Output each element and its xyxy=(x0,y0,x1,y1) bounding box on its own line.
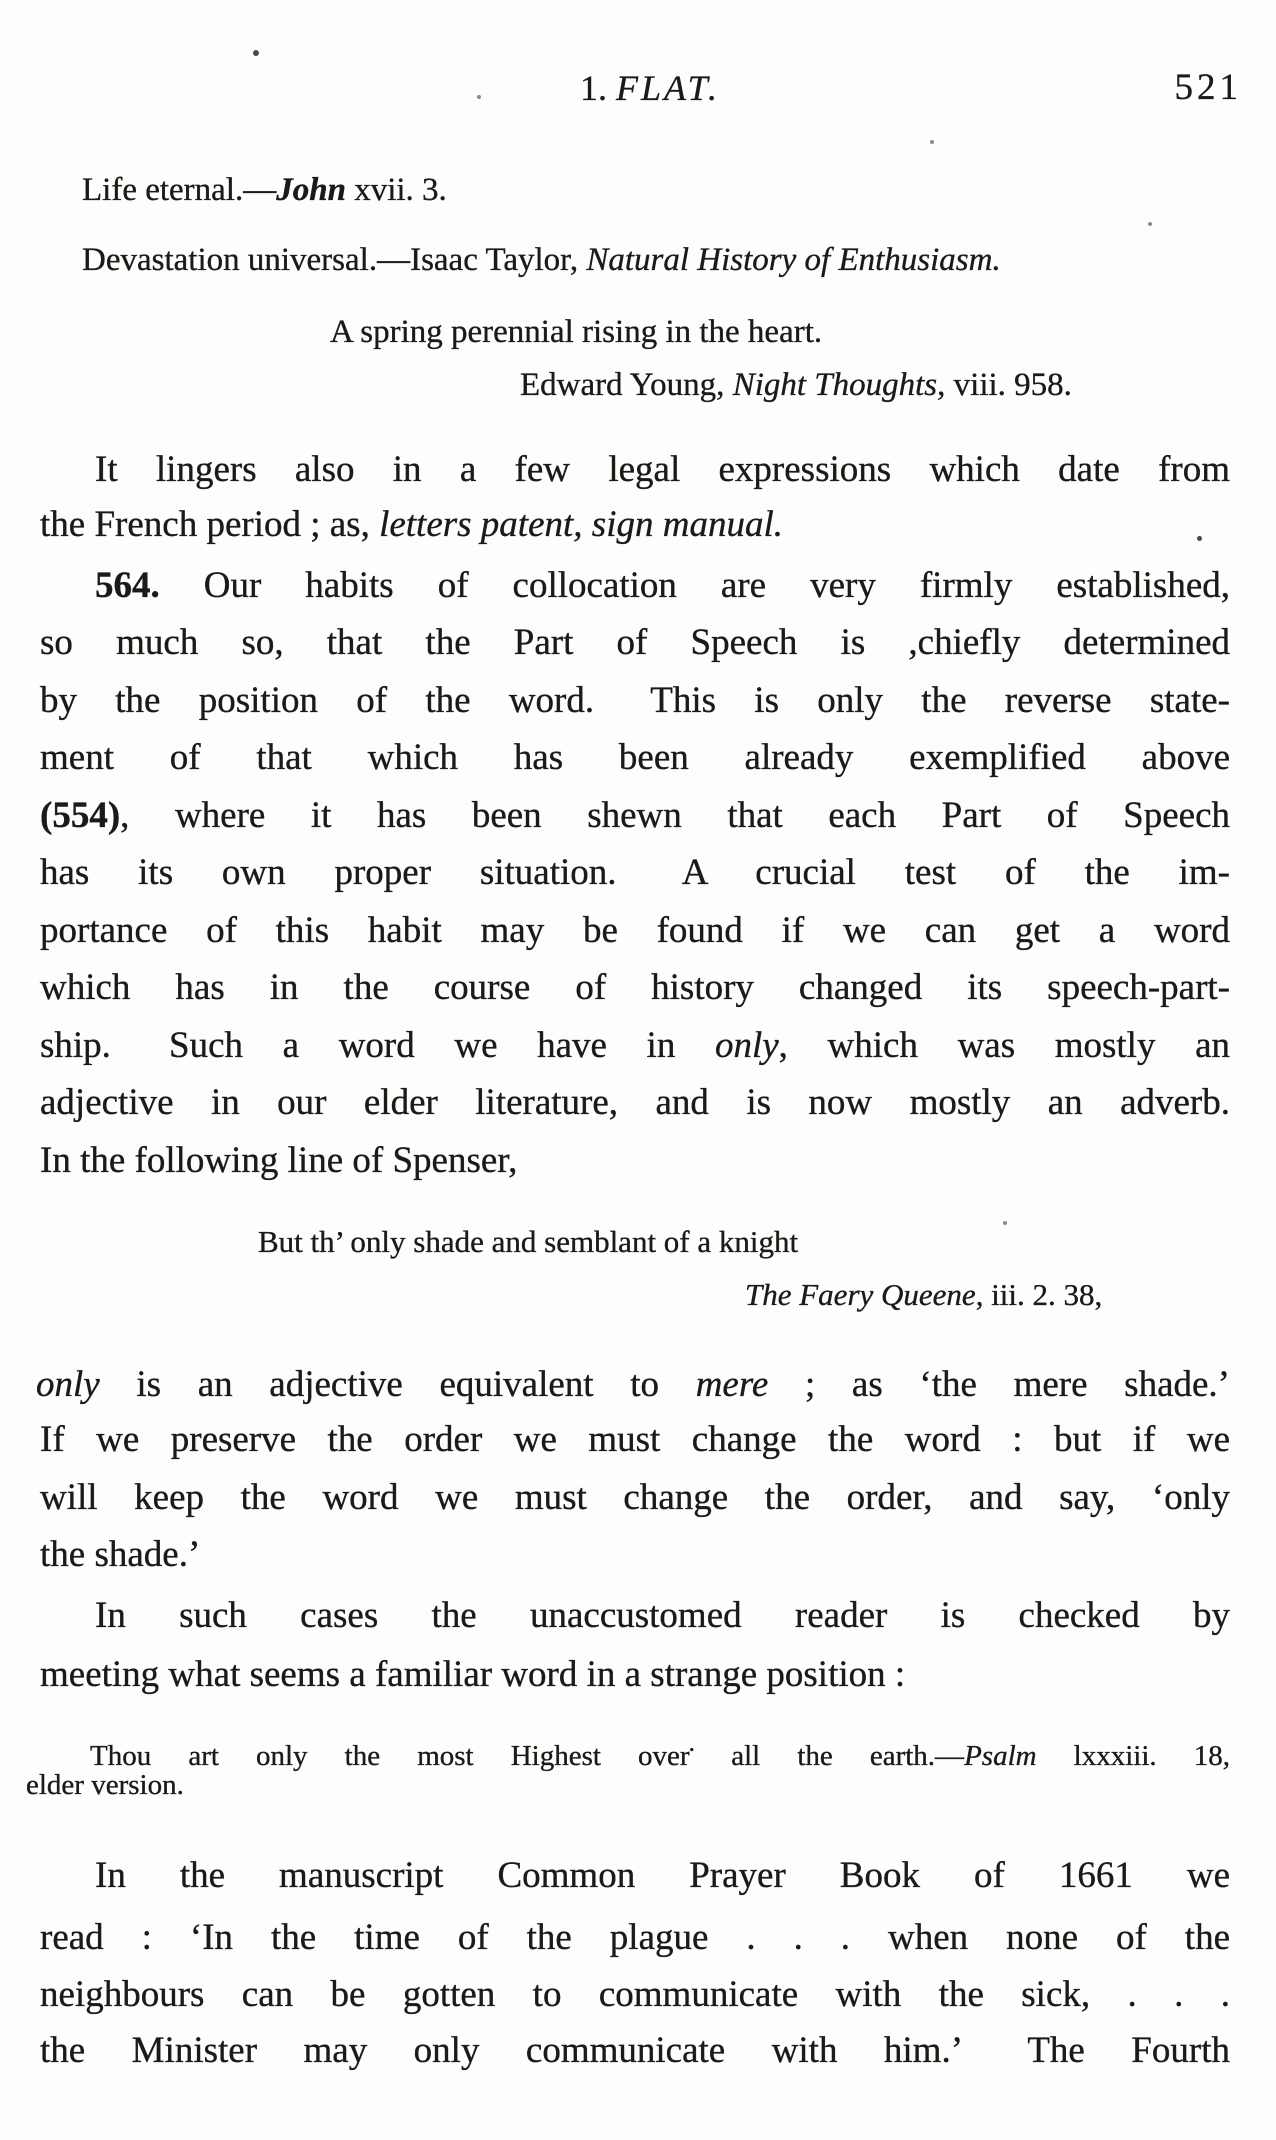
quotation-john: Life eternal.—John xvii. 3. xyxy=(82,172,447,208)
para-564-line-10: adjective in our elder literature, and is now mostly an adverb. xyxy=(40,1082,1230,1123)
quotation-taylor: Devastation universal.—Isaac Taylor, Natural History of Enthusiasm. xyxy=(82,242,1001,278)
scan-speck xyxy=(477,95,481,99)
para-only-line-3: will keep the word we must change the order, and say, ‘only xyxy=(40,1477,1230,1518)
running-head: 1. FLAT. xyxy=(579,68,720,108)
para-prayer-line-3: neighbours can be gotten to communicate with the sick, . . . xyxy=(40,1974,1230,2015)
para-only-line-1: only is an adjective equivalent to mere ; as ‘the mere shade.’ xyxy=(36,1364,1230,1405)
quotation-psalm-line-1: Thou art only the most Highest over• all the earth.—Psalm lxxxiii. 18, xyxy=(90,1740,1230,1773)
para-564-line-1: 564. Our habits of collocation are very firmly established, xyxy=(95,565,1230,606)
para-prayer-line-2: read : ‘In the time of the plague . . . when none of the xyxy=(40,1917,1230,1958)
scan-speck xyxy=(253,50,259,56)
para-lingers-line-1: It lingers also in a few legal expressions which date from xyxy=(95,449,1230,490)
para-564-line-6: has its own proper situation. A crucial test of the im- xyxy=(40,852,1230,893)
scan-speck xyxy=(930,140,934,144)
para-prayer-line-4: the Minister may only communicate with him.’ The Fourth xyxy=(40,2030,1230,2071)
verse-spenser-source: The Faery Queene, iii. 2. 38, xyxy=(745,1277,1103,1312)
para-564-line-7: portance of this habit may be found if we can get a word xyxy=(40,910,1230,951)
verse-spenser: But th’ only shade and semblant of a knight xyxy=(258,1224,799,1259)
para-checked-line-2: meeting what seems a familiar word in a strange position : xyxy=(40,1654,906,1695)
para-lingers-line-2: the French period ; as, letters patent, sign manual. xyxy=(40,504,783,545)
quotation-young-text: A spring perennial rising in the heart. xyxy=(330,314,823,350)
scan-speck xyxy=(1197,536,1202,541)
para-prayer-line-1: In the manuscript Common Prayer Book of 1661 we xyxy=(95,1855,1230,1896)
para-564-line-8: which has in the course of history changed its speech-part- xyxy=(40,967,1230,1008)
quotation-psalm-line-2: elder version. xyxy=(26,1769,184,1801)
page-number: 521 xyxy=(1174,67,1242,108)
para-checked-line-1: In such cases the unaccustomed reader is checked by xyxy=(95,1595,1230,1636)
para-564-line-11: In the following line of Spenser, xyxy=(40,1140,518,1181)
para-only-line-2: If we preserve the order we must change the word : but if we xyxy=(40,1419,1230,1460)
para-only-line-4: the shade.’ xyxy=(40,1534,201,1575)
quotation-young-source: Edward Young, Night Thoughts, viii. 958. xyxy=(520,367,1072,403)
para-564-line-5: (554), where it has been shewn that each Part of Speech xyxy=(40,795,1230,836)
scan-speck xyxy=(1003,1221,1007,1225)
scan-speck xyxy=(1148,222,1152,226)
para-564-line-2: so much so, that the Part of Speech is ,chiefly determined xyxy=(40,622,1230,663)
para-564-line-9: ship. Such a word we have in only, which was mostly an xyxy=(40,1025,1231,1066)
para-564-line-3: by the position of the word. This is only the reverse state- xyxy=(40,680,1230,721)
para-564-line-4: ment of that which has been already exemplified above xyxy=(40,737,1230,778)
